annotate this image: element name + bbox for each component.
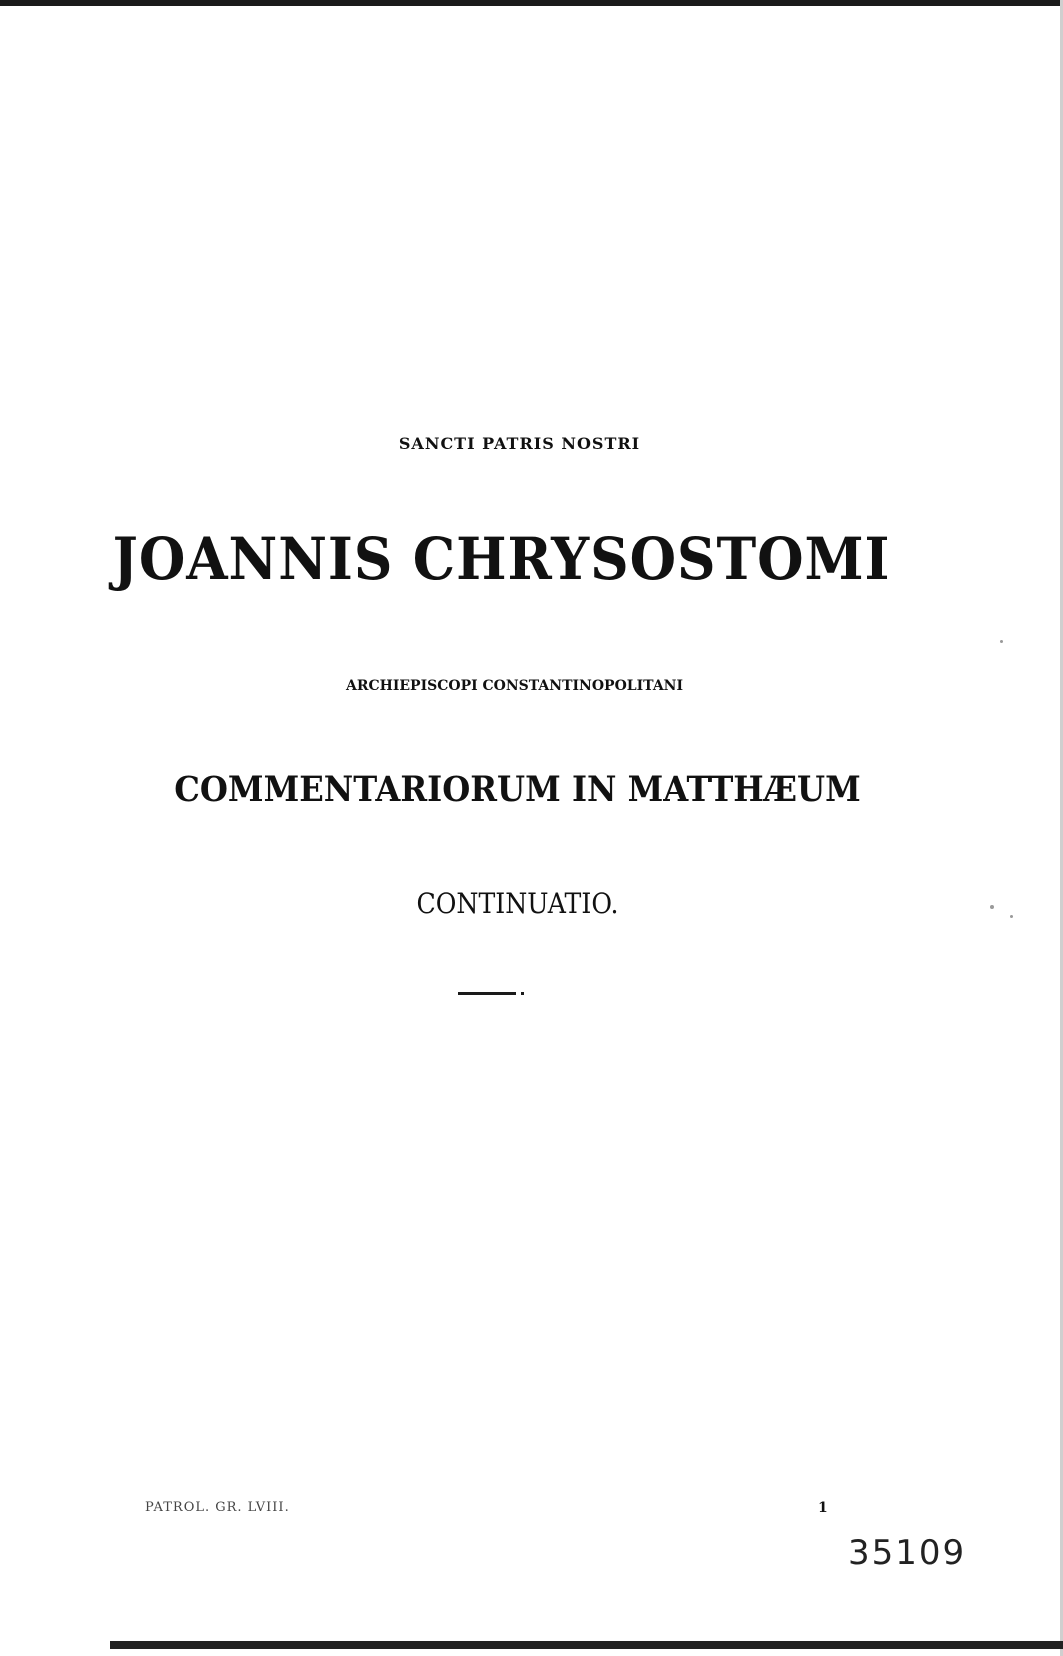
volume-signature: PATROL. GR. LVIII. — [145, 1500, 290, 1515]
work-title: COMMENTARIORUM IN MATTHÆUM — [174, 769, 861, 810]
bottom-scan-border — [110, 1641, 1063, 1649]
author-subtitle: ARCHIEPISCOPI CONSTANTINOPOLITANI — [345, 678, 684, 694]
title-divider — [458, 992, 516, 995]
scan-speck — [1010, 915, 1013, 918]
continuation-label: CONTINUATIO. — [416, 887, 619, 920]
scan-speck — [1000, 640, 1003, 643]
page-number: 1 — [818, 1500, 828, 1516]
top-scan-border — [0, 0, 1063, 6]
library-stamp-number: 35109 — [848, 1533, 967, 1573]
pre-title: SANCTI PATRIS NOSTRI — [398, 434, 641, 453]
author-title: JOANNIS CHRYSOSTOMI — [112, 525, 891, 593]
title-divider-dot — [521, 992, 524, 995]
